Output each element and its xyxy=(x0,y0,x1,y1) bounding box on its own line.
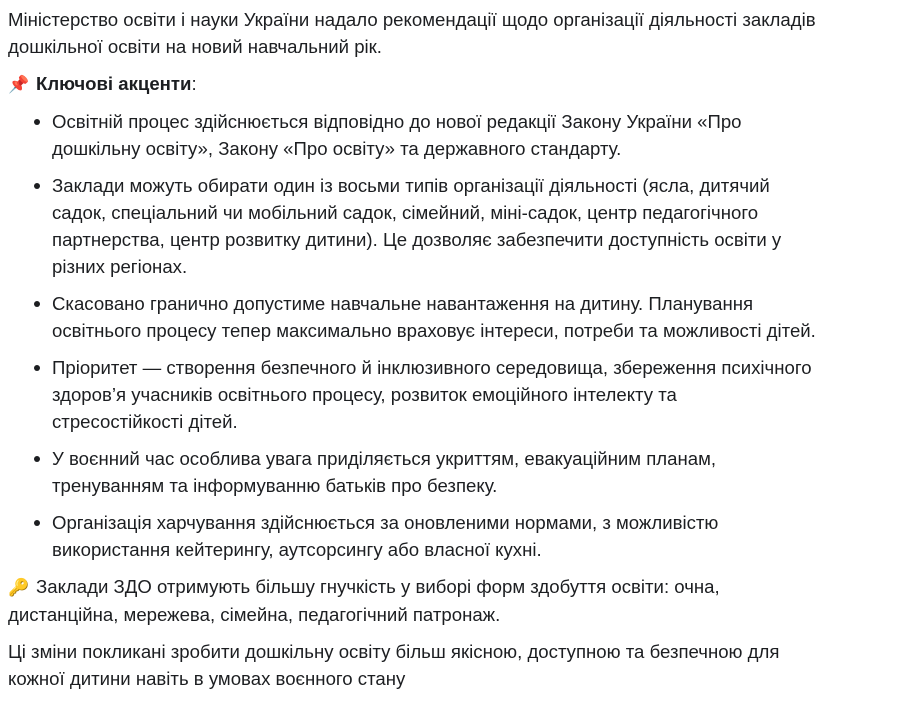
text-line: здоров’я учасників освітнього процесу, розвиток емоційного інтелекту та xyxy=(52,384,677,405)
text-line: партнерства, центр розвитку дитини). Це дозволяє забезпечити доступність освіти у xyxy=(52,229,782,250)
list-item xyxy=(8,354,920,435)
text-line: тренуванням та інформуванню батьків про безпеку. xyxy=(52,475,498,496)
key-points-list xyxy=(8,108,920,563)
text-line: садок, спеціальний чи мобільний садок, сімейний, міні-садок, центр педагогічного xyxy=(52,202,759,223)
text-line: дошкільної освіти на новий навчальний рік. xyxy=(8,36,382,57)
list-item xyxy=(8,290,920,344)
text-line: Організація харчування здійснюється за оновленими нормами, з можливістю xyxy=(52,512,719,533)
key-points-heading xyxy=(8,70,920,98)
list-item xyxy=(8,108,920,162)
heading-label: Ключові акценти xyxy=(36,73,192,94)
key-icon: 🔑 xyxy=(8,578,30,597)
text-line: Міністерство освіти і науки України надало рекомендації щодо організації діяльності закладів xyxy=(8,9,816,30)
heading-colon: : xyxy=(191,73,197,94)
text-line: використання кейтерингу, аутсорсингу або власної кухні. xyxy=(52,539,542,560)
text-line: дошкільну освіту», Закону «Про освіту» та державного стандарту. xyxy=(52,138,622,159)
text-line: дистанційна, мережева, сімейна, педагогічний патронаж. xyxy=(8,604,501,625)
text-line: Ці зміни покликані зробити дошкільну освіту більш якісною, доступною та безпечною для xyxy=(8,641,780,662)
text-line: Скасовано гранично допустиме навчальне навантаження на дитину. Планування xyxy=(52,293,754,314)
text-line: Освітній процес здійснюється відповідно до нової редакції Закону України «Про xyxy=(52,111,742,132)
pushpin-icon: 📌 xyxy=(8,75,30,94)
text-line: У воєнний час особлива увага приділяється укриттям, евакуаційним планам, xyxy=(52,448,717,469)
text-line: кожної дитини навіть в умовах воєнного стану xyxy=(8,668,406,689)
intro-paragraph xyxy=(8,6,920,60)
text-line: різних регіонах. xyxy=(52,256,188,277)
list-item xyxy=(8,509,920,563)
text-line: Пріоритет — створення безпечного й інклюзивного середовища, збереження психічного xyxy=(52,357,812,378)
conclusion-paragraph xyxy=(8,638,920,692)
text-line: Заклади ЗДО отримують більшу гнучкість у виборі форм здобуття освіти: очна, xyxy=(36,576,720,597)
key-note-paragraph xyxy=(8,573,920,628)
text-line: Заклади можуть обирати один із восьми типів організації діяльності (ясла, дитячий xyxy=(52,175,770,196)
list-item xyxy=(8,172,920,280)
list-item xyxy=(8,445,920,499)
text-line: освітнього процесу тепер максимально враховує інтереси, потреби та можливості дітей. xyxy=(52,320,816,341)
text-line: стресостійкості дітей. xyxy=(52,411,238,432)
